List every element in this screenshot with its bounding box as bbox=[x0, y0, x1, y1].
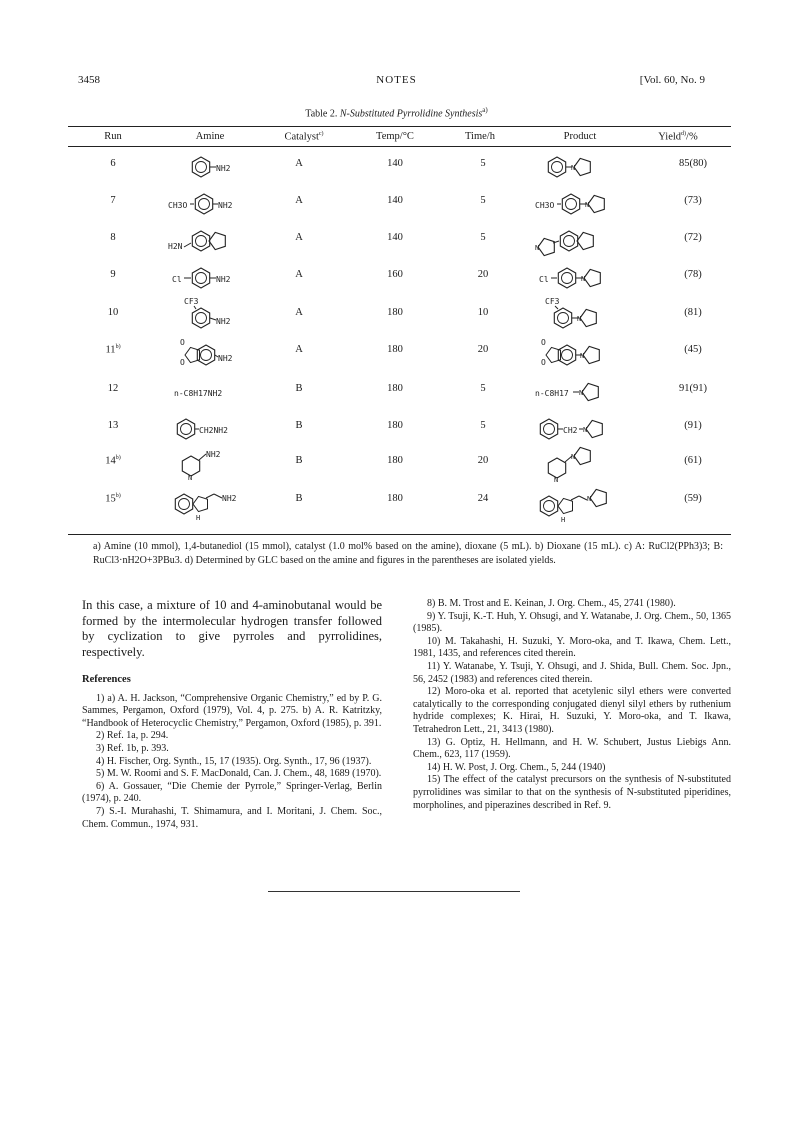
nitrogen-label: N bbox=[571, 164, 576, 172]
caption-text: N-Substituted Pyrrolidine Synthesis bbox=[339, 108, 483, 120]
aromatic-circle bbox=[552, 162, 563, 173]
yield-cell: (61) bbox=[684, 455, 702, 466]
nh2-label: NH2 bbox=[206, 450, 221, 459]
time-cell: 5 bbox=[480, 420, 486, 431]
yield-cell: (45) bbox=[684, 344, 702, 355]
pyridine-ring bbox=[548, 458, 565, 478]
cf3-label: CF3 bbox=[184, 297, 199, 306]
benzene-ring bbox=[560, 231, 577, 251]
run-cell: 8 bbox=[110, 232, 116, 243]
temp-cell: 180 bbox=[387, 455, 403, 466]
bond bbox=[184, 243, 191, 247]
nh2-label: NH2 bbox=[216, 275, 231, 284]
amine-structure-svg bbox=[166, 482, 256, 526]
run-footnote-mark: b) bbox=[115, 455, 121, 461]
benzene-ring bbox=[540, 419, 557, 439]
references-heading: References bbox=[82, 674, 131, 685]
catalyst-cell: A bbox=[295, 344, 303, 355]
reference-item: 15) The effect of the catalyst precursors on the synthesis of N-substituted pyrrolidines was similar to that on the synthesis of N-substituted piperidines, morpholines, and piperazines described in Ref. 9. bbox=[413, 774, 731, 811]
pyridine-n-label: N bbox=[554, 476, 559, 484]
reference-item: 2) Ref. 1a, p. 294. bbox=[96, 730, 169, 742]
bond bbox=[555, 306, 558, 309]
table-footnotes: a) Amine (10 mmol), 1,4-butanediol (15 mmol), catalyst (1.0 mol% based on the amine), dioxane (5 mL). b) Dioxane (15 mL). c) A: RuCl2(PPh3)3; B: RuCl3·nH2O+3PBu3. d) Determined by GLC based on the amine and figures in the parentheses are isolated yields. bbox=[93, 541, 723, 566]
cyclopentane-ring bbox=[577, 232, 593, 249]
references-right bbox=[413, 598, 731, 812]
aromatic-circle bbox=[562, 273, 573, 284]
right-column bbox=[413, 598, 731, 812]
oxygen-label: O bbox=[541, 358, 546, 367]
nitrogen-label: N bbox=[583, 426, 588, 434]
ch2nh2-label: CH2NH2 bbox=[199, 426, 228, 435]
run-cell: 11$^{b)}$ bbox=[105, 344, 121, 356]
table-row bbox=[68, 337, 731, 373]
benzene-ring bbox=[192, 231, 209, 251]
bond bbox=[214, 494, 222, 498]
nh2-label: NH2 bbox=[218, 201, 233, 210]
oxygen-label: O bbox=[541, 338, 546, 347]
catalyst-cell: B bbox=[295, 493, 303, 504]
left-column bbox=[82, 598, 382, 831]
caption-mark: a) bbox=[482, 106, 488, 114]
bond bbox=[194, 306, 196, 309]
aromatic-circle bbox=[544, 424, 555, 435]
reference-item: 12) Moro-oka et al. reported that acetylenic silyl ethers were converted catalytically to the corresponding conjugated dienyl silyl ethers by ruthenium hydride complexes; K. Hirai, H. Suzuki, Y. Moro-oka, and T. Ikawa, Tetrahedron Lett., 21, 3413 (1980). bbox=[413, 686, 731, 735]
run-footnote-mark: b) bbox=[115, 493, 121, 499]
pyridine-ring bbox=[182, 456, 199, 476]
h2n-label: H2N bbox=[168, 242, 183, 251]
aromatic-circle bbox=[179, 499, 190, 510]
product-structure bbox=[535, 333, 625, 377]
reference-item: 13) G. Optiz, H. Hellmann, and H. W. Schubert, Justus Liebigs Ann. Chem., 623, 117 (1959). bbox=[413, 736, 731, 761]
time-cell: 5 bbox=[480, 383, 486, 394]
pyrrolidine-ring bbox=[584, 269, 600, 286]
pyrrolidine-ring bbox=[580, 309, 596, 326]
pyrrolidine-ring bbox=[590, 489, 606, 506]
catalyst-cell: B bbox=[295, 420, 303, 431]
table-row bbox=[68, 376, 731, 412]
nh2-label: NH2 bbox=[216, 317, 231, 326]
yield-cell: 91(91) bbox=[679, 383, 707, 394]
temp-cell: 160 bbox=[387, 269, 403, 280]
run-cell: 6 bbox=[110, 158, 116, 169]
table-row bbox=[68, 297, 731, 336]
nh2-label: NH2 bbox=[222, 494, 237, 503]
reference-item: 11) Y. Watanabe, Y. Tsuji, Y. Ohsugi, and J. Shida, Bull. Chem. Soc. Jpn., 56, 2452 (1983) and references cited therein. bbox=[413, 660, 731, 685]
table-top-rule bbox=[68, 126, 731, 127]
yield-cell: (59) bbox=[684, 493, 702, 504]
reference-item: 7) S.-I. Murahashi, T. Shimamura, and I. Moritani, J. Chem. Soc., Chem. Commun., 1974, 931. bbox=[82, 805, 382, 830]
nitrogen-label: N bbox=[535, 244, 540, 252]
table-row bbox=[68, 448, 731, 484]
nh2-label: NH2 bbox=[216, 164, 231, 173]
benzene-ring bbox=[195, 194, 212, 214]
nitrogen-label: N bbox=[587, 495, 592, 503]
reference-item: 3) Ref. 1b, p. 393. bbox=[96, 742, 169, 754]
pyrrolidine-ring bbox=[574, 447, 590, 464]
temp-cell: 140 bbox=[387, 195, 403, 206]
col-run: Run bbox=[104, 131, 122, 142]
benzene-ring bbox=[562, 194, 579, 214]
pyridine-n-label: N bbox=[188, 474, 193, 482]
amine-structure bbox=[166, 482, 256, 526]
col-product: Product bbox=[563, 131, 597, 142]
table-row bbox=[68, 262, 731, 298]
reference-item: 9) Y. Tsuji, K.-T. Huh, Y. Ohsugi, and Y. Watanabe, J. Org. Chem., 50, 1365 (1985). bbox=[413, 610, 731, 635]
bond bbox=[199, 454, 206, 460]
references-left bbox=[82, 693, 382, 832]
yield-cell: (91) bbox=[684, 420, 702, 431]
yield-cell: (78) bbox=[684, 269, 702, 280]
run-cell: 14$^{b)}$ bbox=[105, 455, 121, 467]
nitrogen-label: N bbox=[580, 352, 585, 360]
time-cell: 20 bbox=[477, 455, 489, 466]
table-row bbox=[68, 486, 731, 522]
temp-cell: 180 bbox=[387, 493, 403, 504]
col-catalyst: Catalyst$^{c)}$ bbox=[284, 131, 324, 143]
time-cell: 5 bbox=[480, 158, 486, 169]
aromatic-circle bbox=[201, 350, 212, 361]
col-temp: Temp/°C bbox=[376, 131, 414, 142]
run-cell: 9 bbox=[110, 269, 116, 280]
nh2-label: NH2 bbox=[218, 354, 233, 363]
run-cell: 13 bbox=[107, 420, 119, 431]
col-time: Time/h bbox=[465, 131, 495, 142]
table-bottom-rule bbox=[68, 534, 731, 535]
pyrrolidine-ring bbox=[574, 158, 590, 175]
amine-structure-svg bbox=[166, 333, 256, 377]
oxygen-label: O bbox=[180, 358, 185, 367]
benzene-ring bbox=[192, 268, 209, 288]
reference-item: 8) B. M. Trost and E. Keinan, J. Org. Chem., 45, 2741 (1980). bbox=[427, 598, 676, 609]
pyrrole-ring bbox=[193, 496, 208, 511]
catalyst-cell: A bbox=[295, 158, 303, 169]
table-row bbox=[68, 225, 731, 261]
benzene-ring bbox=[175, 494, 192, 514]
cf3-label: CF3 bbox=[545, 297, 560, 306]
nh-h-label: H bbox=[196, 514, 201, 522]
product-structure bbox=[535, 482, 625, 526]
time-cell: 20 bbox=[477, 269, 489, 280]
benzene-ring bbox=[192, 157, 209, 177]
aromatic-circle bbox=[196, 313, 207, 324]
time-cell: 10 bbox=[477, 307, 489, 318]
nitrogen-label: N bbox=[571, 453, 576, 461]
aromatic-circle bbox=[199, 199, 210, 210]
benzene-ring bbox=[558, 268, 575, 288]
nh-h-label: H bbox=[561, 516, 566, 524]
temp-cell: 180 bbox=[387, 307, 403, 318]
temp-cell: 140 bbox=[387, 158, 403, 169]
pyrrolidine-ring bbox=[583, 346, 599, 363]
yield-cell: 85(80) bbox=[679, 158, 707, 169]
run-cell: 15$^{b)}$ bbox=[105, 493, 121, 505]
pyrrolidine-ring bbox=[588, 195, 604, 212]
catalyst-cell: A bbox=[295, 269, 303, 280]
yield-cell: (73) bbox=[684, 195, 702, 206]
volume-info: [Vol. 60, No. 9 bbox=[639, 74, 705, 86]
reference-item: 6) A. Gossauer, “Die Chemie der Pyrrole,” Springer-Verlag, Berlin (1974), p. 240. bbox=[82, 780, 382, 805]
bond bbox=[206, 494, 214, 498]
reference-item: 10) M. Takahashi, H. Suzuki, Y. Moro-oka, and T. Ikawa, Chem. Lett., 1981, 1435, and references cited therein. bbox=[413, 635, 731, 660]
catalyst-cell: A bbox=[295, 307, 303, 318]
reference-item: 14) H. W. Post, J. Org. Chem., 5, 244 (1940) bbox=[427, 761, 606, 773]
methoxy-label: CH3O bbox=[535, 201, 555, 210]
page-number: 3458 bbox=[78, 74, 100, 86]
aromatic-circle bbox=[558, 313, 569, 324]
aromatic-circle bbox=[196, 273, 207, 284]
product-structure-svg bbox=[535, 333, 625, 377]
body-paragraph: In this case, a mixture of 10 and 4-aminobutanal would be formed by the intermolecular hydrogen transfer followed by cyclization to give pyrroles and pyrrolidines, respectively. bbox=[82, 598, 382, 659]
product-structure-svg bbox=[535, 482, 625, 526]
temp-cell: 180 bbox=[387, 420, 403, 431]
catalyst-cell: B bbox=[295, 455, 303, 466]
run-footnote-mark: b) bbox=[115, 344, 121, 350]
nitrogen-label: N bbox=[579, 389, 584, 397]
table-row bbox=[68, 188, 731, 224]
run-cell: 12 bbox=[107, 383, 119, 394]
aromatic-circle bbox=[196, 162, 207, 173]
bond bbox=[579, 496, 587, 500]
yield-cell: (72) bbox=[684, 232, 702, 243]
col-yield: Yield$^{d)}$/% bbox=[658, 131, 698, 143]
time-cell: 5 bbox=[480, 232, 486, 243]
cl-label: Cl bbox=[539, 275, 549, 284]
ch2-label: CH2 bbox=[563, 426, 578, 435]
pyrrole-ring bbox=[558, 498, 573, 513]
aromatic-circle bbox=[196, 236, 207, 247]
table-caption bbox=[0, 106, 793, 119]
aromatic-circle bbox=[564, 236, 575, 247]
time-cell: 5 bbox=[480, 195, 486, 206]
benzene-ring bbox=[554, 308, 571, 328]
amine-structure bbox=[166, 333, 256, 377]
nitrogen-label: N bbox=[577, 315, 582, 323]
oxygen-label: O bbox=[180, 338, 185, 347]
cl-label: Cl bbox=[172, 275, 182, 284]
catalyst-cell: B bbox=[295, 383, 303, 394]
nitrogen-label: N bbox=[581, 275, 586, 283]
caption-prefix: Table 2. bbox=[305, 108, 338, 120]
temp-cell: 140 bbox=[387, 232, 403, 243]
aromatic-circle bbox=[181, 424, 192, 435]
pyrrolidine-ring bbox=[586, 420, 602, 437]
yield-cell: (81) bbox=[684, 307, 702, 318]
time-cell: 20 bbox=[477, 344, 489, 355]
benzene-ring bbox=[540, 496, 557, 516]
pyrrolidine-ring bbox=[538, 238, 554, 255]
reference-item: 5) M. W. Roomi and S. F. MacDonald, Can. J. Chem., 48, 1689 (1970). bbox=[96, 768, 382, 780]
aromatic-circle bbox=[566, 199, 577, 210]
aromatic-circle bbox=[544, 501, 555, 512]
reference-item: 1) a) A. H. Jackson, “Comprehensive Organic Chemistry,” ed by P. G. Sammes, Pergamon, Oxford (1979), Vol. 4, p. 275. b) A. R. Katritzky, “Handbook of Heterocyclic Chemistry,” Pergamon, Oxford (1985), p. 391. bbox=[82, 692, 382, 729]
catalyst-cell: A bbox=[295, 195, 303, 206]
bond bbox=[571, 496, 579, 500]
reference-item: 4) H. Fischer, Org. Synth., 15, 17 (1935). Org. Synth., 17, 96 (1937). bbox=[96, 755, 372, 767]
section-title: NOTES bbox=[376, 74, 417, 86]
run-cell: 10 bbox=[107, 307, 119, 318]
temp-cell: 180 bbox=[387, 344, 403, 355]
benzene-ring bbox=[192, 308, 209, 328]
table-row bbox=[68, 151, 731, 187]
temp-cell: 180 bbox=[387, 383, 403, 394]
time-cell: 24 bbox=[477, 493, 489, 504]
benzene-ring bbox=[548, 157, 565, 177]
col-amine: Amine bbox=[195, 131, 225, 142]
octylamine-label: n-C8H17NH2 bbox=[174, 389, 223, 398]
octyl-label: n-C8H17 bbox=[535, 389, 569, 398]
end-rule bbox=[268, 891, 520, 892]
nitrogen-label: N bbox=[585, 201, 590, 209]
benzene-ring bbox=[177, 419, 194, 439]
catalyst-cell: A bbox=[295, 232, 303, 243]
pyrrolidine-ring bbox=[582, 383, 598, 400]
run-cell: 7 bbox=[110, 195, 116, 206]
aromatic-circle bbox=[562, 350, 573, 361]
cyclopentane-ring bbox=[209, 232, 225, 249]
methoxy-label: CH3O bbox=[168, 201, 188, 210]
